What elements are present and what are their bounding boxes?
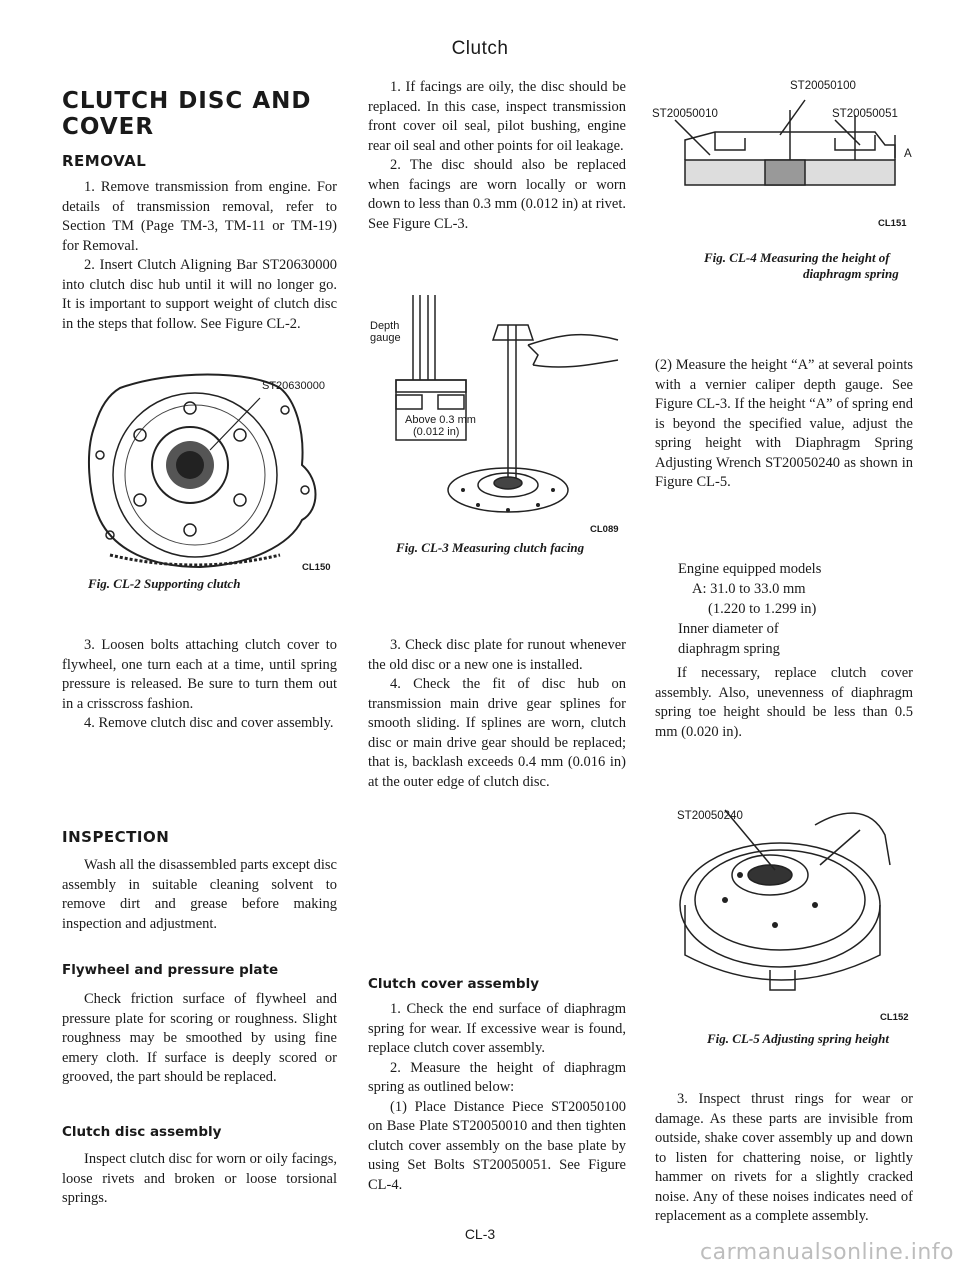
figure-cl5-adjusting-height [665,805,905,995]
fig4-tool-base-plate: ST20050010 [652,108,718,120]
flywheel-text: Check friction surface of flywheel and pressure plate for scoring or roughness. Slight roughness may be smoothed by using fine emery cloth. If surface is deeply scored or grooved, the part should be replaced. [62,991,337,1085]
cover-step-2-1: (1) Place Distance Piece ST20050100 on Base Plate ST20050010 and then tighten clutch cover assembly on the base plate by using Set Bolts ST20050051. See Figure CL-4. [368,1098,626,1193]
fig4-tool-set-bolts: ST20050051 [832,108,898,120]
figure-cl3-measuring-facing [368,285,630,525]
fig5-code: CL152 [880,1012,909,1023]
fig4-caption-line2: diaphragm spring [803,266,899,281]
inspect-step-1: 1. If facings are oily, the disc should be replaced. In this case, inspect transmission front cover oil seal, pilot bushing, engine rear oil seal and other points for oil leakage. [368,79,626,154]
spec-a-value: A: 31.0 to 33.0 mm [692,581,806,597]
fig4-tool-distance-piece: ST20050100 [790,80,856,92]
measure-step-2: (2) Measure the height “A” at several points with a vernier caliper depth gauge. See Figure CL-3. If the height “A” of spring end is beyond the specified value, adjust the spring height with Diaphragm Spring Adjusting Wrench ST20050240 as shown in Figure CL-5. [655,357,913,490]
spec-a-inch: (1.220 to 1.299 in) [708,601,817,617]
removal-step-3: 3. Loosen bolts attaching clutch cover to flywheel, one turn each at a time, until spring pressure is released. Be sure to turn them out in a crisscross fashion. [62,637,337,712]
fig2-code: CL150 [302,562,331,573]
inspection-text: Wash all the disassembled parts except disc assembly in suitable cleaning solvent to remove dirt and grease before making inspection and adjustment. [62,857,337,932]
thrust-ring-step: 3. Inspect thrust rings for wear or damage. As these parts are invisible from outside, shake cover assembly up and down to listen for chattering noise, or lightly hammer on rivets for a slightly cracked noise. Any of these noises indicates need of replacement as a complete assembly. [655,1091,913,1224]
fig2-tool-label: ST20630000 [262,380,325,392]
fig4-caption-line1: Fig. CL-4 Measuring the height of [704,250,890,265]
figure-cl2-supporting-clutch [80,370,340,575]
disc-text: Inspect clutch disc for worn or oily facings, loose rivets and broken or loose torsional springs. [62,1151,337,1206]
page-number: CL-3 [464,1226,496,1242]
fig3-above-label: Above 0.3 mm [405,414,476,426]
section-title: CLUTCH DISC AND COVER [62,88,312,140]
spec-model: Engine equipped models [678,561,822,577]
spec-inner-diameter: Inner diameter of diaphragm spring [678,621,780,657]
flywheel-heading: Flywheel and pressure plate [62,962,279,978]
figure-cl4-measuring-height [655,90,910,200]
inspect-step-3: 3. Check disc plate for runout whenever the old disc or a new one is installed. [368,637,626,673]
fig4-code: CL151 [878,218,907,229]
fig4-letter-a: A [904,148,912,160]
inspect-step-2: 2. The disc should also be replaced when facings are worn locally or worn down to less than 0.3 mm (0.012 in) at rivet. See Figure CL-3. [368,157,626,232]
inspection-heading: INSPECTION [62,828,170,846]
page-header: Clutch [451,38,509,59]
fig5-caption: Fig. CL-5 Adjusting spring height [707,1031,889,1046]
cover-step-1: 1. Check the end surface of diaphragm spring for wear. If excessive wear is found, replace clutch cover assembly. [368,1001,626,1056]
replace-note: If necessary, replace clutch cover assembly. Also, unevenness of diaphragm spring toe height should be less than 0.5 mm (0.020 in). [655,665,913,740]
fig3-above-in-label: (0.012 in) [413,426,460,438]
watermark: carmanualsonline.info [700,1240,954,1265]
removal-step-1: 1. Remove transmission from engine. For details of transmission removal, refer to Section TM (Page TM-3, TM-11 or TM-19) for Removal. [62,179,337,254]
cover-step-2: 2. Measure the height of diaphragm spring as outlined below: [368,1059,626,1095]
removal-step-4: 4. Remove clutch disc and cover assembly. [84,715,334,731]
cover-heading: Clutch cover assembly [368,976,539,992]
fig5-tool-label: ST20050240 [677,810,743,822]
removal-step-2: 2. Insert Clutch Aligning Bar ST20630000 into clutch disc hub until it will no longer go. It is important to support weight of clutch disc in the steps that follow. See Figure CL-2. [62,257,337,332]
inspect-step-4: 4. Check the fit of disc hub on transmission main drive gear splines for smooth sliding. If splines are worn, clutch disc or main drive gear should be replaced; that is, backlash exceeds 0.4 mm (0.016 in) at the outer edge of clutch disc. [368,676,626,790]
fig3-code: CL089 [590,524,619,535]
fig3-caption: Fig. CL-3 Measuring clutch facing [396,540,585,555]
disc-heading: Clutch disc assembly [62,1124,222,1140]
fig2-caption: Fig. CL-2 Supporting clutch [88,576,241,591]
fig3-depth-gauge-label: Depth gauge [370,320,401,344]
removal-heading: REMOVAL [62,152,147,170]
